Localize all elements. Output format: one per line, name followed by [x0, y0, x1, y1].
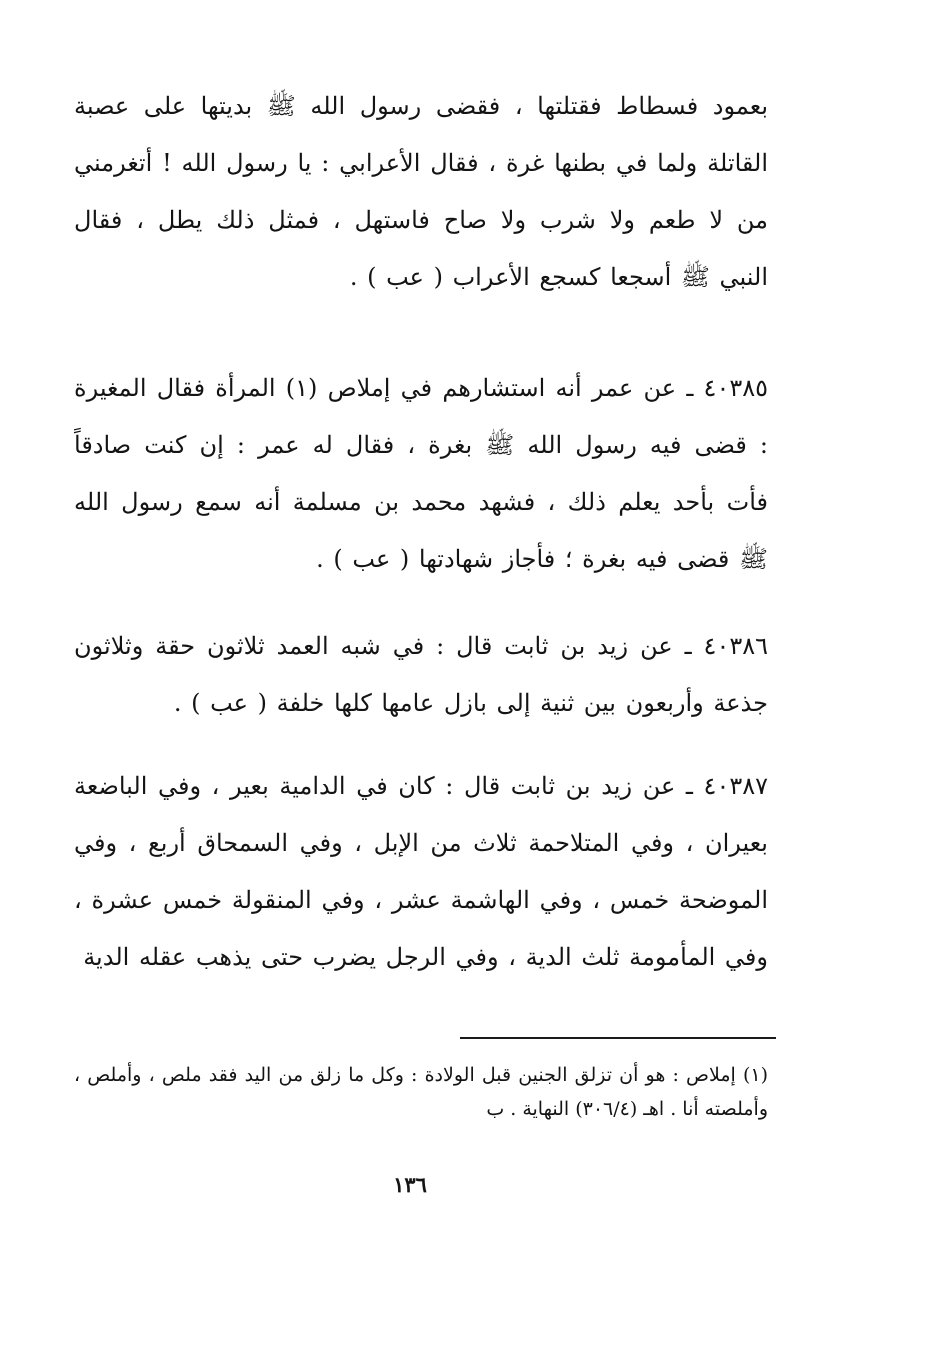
footnote: (١) إملاص : هو أن تزلق الجنين قبل الولادة : وكل ما زلق من اليد فقد ملص ، وأملص ، وأملصته أنا . اهـ (٣٠٦/٤) النهاية . ب: [74, 1064, 768, 1120]
footnote-divider: [460, 1037, 776, 1039]
paragraph-1: بعمود فسطاط فقتلتها ، فقضى رسول الله ﷺ بديتها على عصبة القاتلة ولما في بطنها غرة ، فقال الأعرابي : يا رسول الله ! أتغرمني من لا طعم ولا شرب ولا صاح فاستهل ، فمثل ذلك يطل ، فقال النبي ﷺ أسجعا كسجع الأعراب ( عب ) .: [74, 92, 768, 291]
paragraph-hadith-40386: ٤٠٣٨٦ ـ عن زيد بن ثابت قال : في شبه العمد ثلاثون حقة وثلاثون جذعة وأربعون بين ثنية إلى بازل عامها كلها خلفة ( عب ) .: [74, 632, 768, 717]
page-number: ١٣٦: [393, 1172, 427, 1197]
paragraph-hadith-40387: ٤٠٣٨٧ ـ عن زيد بن ثابت قال : كان في الدامية بعير ، وفي الباضعة بعيران ، وفي المتلاحمة ثلاث من الإبل ، وفي السمحاق أربع ، وفي الموضحة خمس ، وفي الهاشمة عشر ، وفي المنقولة خمس عشرة ، وفي المأمومة ثلث الدية ، وفي الرجل يضرب حتى يذهب عقله الدية: [74, 772, 768, 971]
paragraph-hadith-40385: ٤٠٣٨٥ ـ عن عمر أنه استشارهم في إملاص (١) المرأة فقال المغيرة : قضى فيه رسول الله ﷺ بغرة ، فقال له عمر : إن كنت صادقاً فأت بأحد يعلم ذلك ، فشهد محمد بن مسلمة أنه سمع رسول الله ﷺ قضى فيه بغرة ؛ فأجاز شهادتها ( عب ) .: [74, 374, 768, 573]
